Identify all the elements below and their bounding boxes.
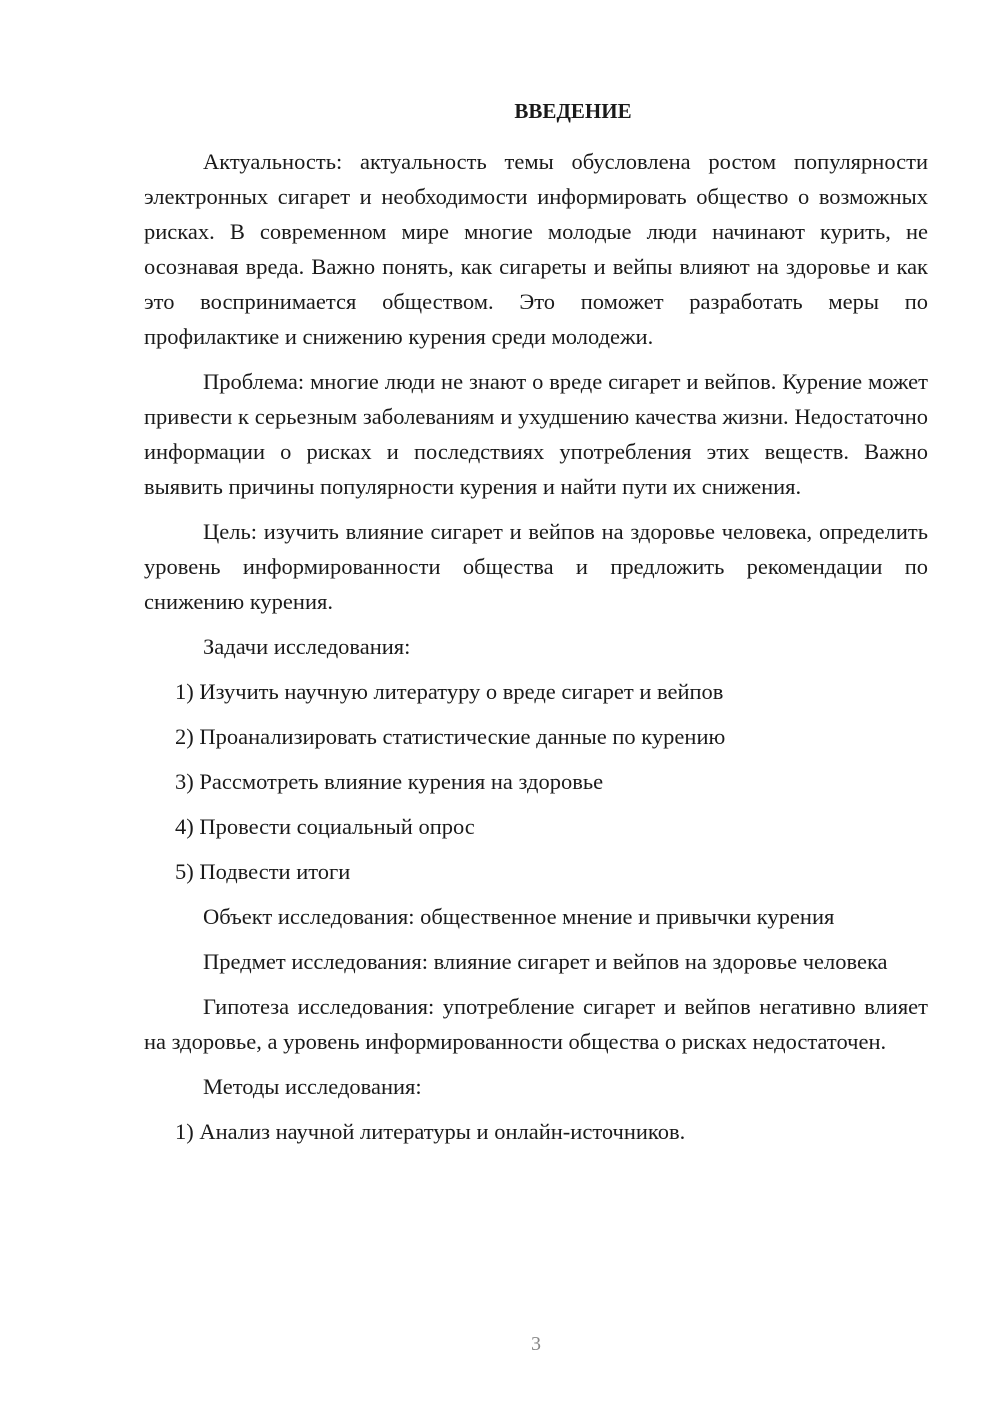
list-item: 4) Провести социальный опрос [175,814,475,839]
list-item: 5) Подвести итоги [175,859,351,884]
list-item: 1) Изучить научную литературу о вреде сигарет и вейпов [175,679,724,704]
paragraph-subject: Предмет исследования: влияние сигарет и вейпов на здоровье человека [203,949,888,974]
methods-list [144,1114,928,1149]
document-page [144,96,928,1159]
page-number: 3 [531,1333,541,1355]
paragraph-problem: Проблема: многие люди не знают о вреде сигарет и вейпов. Курение может привести к серьезным заболеваниям и ухудшению качества жизни. Недостаточно информации о рисках и последствиях употребления этих веществ. Важно выявить причины популярности курения и найти пути их снижения. [144,369,928,499]
paragraph-object: Объект исследования: общественное мнение и привычки курения [203,904,835,929]
tasks-heading: Задачи исследования: [203,634,411,659]
list-item: 2) Проанализировать статистические данные по курению [175,724,726,749]
tasks-list [144,674,928,889]
paragraph-relevance: Актуальность: актуальность темы обусловлена ростом популярности электронных сигарет и необходимости информировать общество о возможных рисках. В современном мире многие молодые люди начинают курить, не осознавая вреда. Важно понять, как сигареты и вейпы влияют на здоровье и как это воспринимается обществом. Это поможет разработать меры по профилактике и снижению курения среди молодежи. [144,149,928,349]
paragraph-hypothesis: Гипотеза исследования: употребление сигарет и вейпов негативно влияет на здоровье, а уровень информированности общества о рисках недостаточен. [144,994,928,1054]
paragraph-goal: Цель: изучить влияние сигарет и вейпов на здоровье человека, определить уровень информированности общества и предложить рекомендации по снижению курения. [144,519,928,614]
methods-heading: Методы исследования: [203,1074,422,1099]
section-title: ВВЕДЕНИЕ [514,99,632,123]
list-item: 1) Анализ научной литературы и онлайн-источников. [175,1119,686,1144]
list-item: 3) Рассмотреть влияние курения на здоровье [175,769,604,794]
